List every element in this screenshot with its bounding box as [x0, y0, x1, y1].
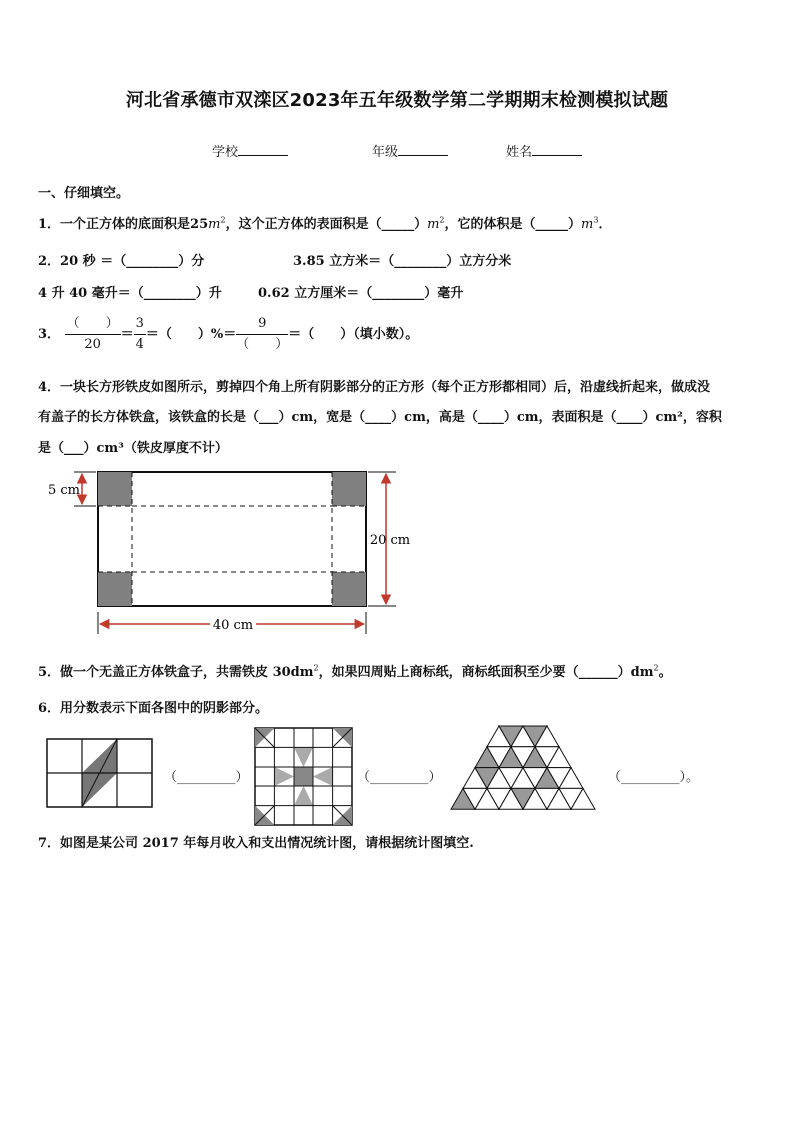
corner-square-bl: [98, 572, 132, 606]
q3-frac1-den: 20: [84, 337, 101, 352]
q3-eq1: ＝: [120, 327, 134, 342]
section-heading: 一、仔细填空。: [38, 186, 130, 201]
q6-blank-2[interactable]: （_________）: [357, 770, 442, 785]
q3-fraction-2: [134, 314, 146, 355]
width-label: 20 cm: [369, 533, 411, 548]
school-field: [212, 141, 288, 160]
q6-text: 6．用分数表示下面各图中的阴影部分。: [38, 701, 269, 716]
question-7: 7．如图是某公司 2017 年每月收入和支出情况统计图，请根据统计图填空.: [38, 836, 474, 851]
q2-line1-b: 3.85 立方米＝（________）立方分米: [293, 254, 512, 269]
corner-square-br: [332, 572, 366, 606]
question-5: [38, 661, 672, 680]
q3-tail1: ＝（ ）%＝: [145, 327, 237, 342]
height-label: 5 cm: [47, 483, 81, 498]
fraction-figure-2: [254, 727, 354, 827]
q3-frac2-num: 3: [134, 314, 146, 335]
name-label: 姓名: [506, 145, 533, 160]
fraction-figure-1: [46, 738, 156, 810]
name-field: [506, 141, 582, 160]
q5-text-a: 5．做一个无盖正方体铁盒子，共需铁皮 30dm: [38, 665, 314, 680]
corner-square-tl: [98, 472, 132, 506]
q2-line1-a: 2．20 秒 ＝（________）分: [38, 254, 205, 269]
q1-text-c: ，它的体积是（_____）: [444, 217, 582, 232]
q1-exp2: 2: [439, 215, 445, 225]
q6-blank-1[interactable]: （_________）: [164, 770, 249, 785]
q1-text-d: ．: [598, 217, 612, 232]
school-label: 学校: [212, 145, 239, 160]
q3-fraction-3: [236, 314, 288, 355]
q3-tail2: ＝（ ）（填小数）。: [288, 327, 419, 342]
q5-exp2: 2: [653, 663, 659, 673]
q5-exp: 2: [313, 663, 319, 673]
question-1: [38, 213, 611, 232]
length-label: 40 cm: [212, 618, 254, 633]
corner-square-tr: [332, 472, 366, 506]
q3-label: 3．: [38, 327, 61, 342]
q6-blank-3[interactable]: （_________）。: [608, 770, 700, 785]
q1-text-a: 1．一个正方体的底面积是25: [38, 217, 209, 232]
sheet-outline: [98, 472, 366, 606]
q1-text-b: ，这个正方体的表面积是（_____）: [225, 217, 428, 232]
page-title: 河北省承德市双滦区2023年五年级数学第二学期期末检测模拟试题: [125, 90, 669, 111]
name-blank[interactable]: [532, 142, 582, 156]
q3-frac3-num: 9: [236, 314, 288, 335]
grade-blank[interactable]: [398, 142, 448, 156]
grade-label: 年级: [372, 145, 399, 160]
q3-fraction-1: [65, 314, 121, 355]
q5-text-c: 。: [658, 665, 672, 680]
grade-field: [372, 141, 448, 160]
school-blank[interactable]: [238, 142, 288, 156]
q4-line3: 是（___）cm³（铁皮厚度不计）: [38, 441, 228, 456]
q1-exp1: 2: [220, 215, 226, 225]
q1-unit1: m: [208, 217, 221, 232]
q3-frac3-den: （ ）: [236, 337, 289, 352]
q3-frac1-num: （ ）: [65, 314, 121, 335]
q1-exp3: 3: [593, 215, 599, 225]
q4-line2: 有盖子的长方体铁盒，该铁盒的长是（___）cm，宽是（____）cm，高是（____）cm，表面积是（____）cm²，容积: [38, 410, 722, 425]
q1-unit3: m: [581, 217, 594, 232]
q4-line1: 4．一块长方形铁皮如图所示，剪掉四个角上所有阴影部分的正方形（每个正方形都相同）后，沿虚线折起来，做成没: [38, 380, 711, 395]
fraction-figure-3: [440, 722, 606, 822]
q1-unit2: m: [427, 217, 440, 232]
q3-frac2-den: 4: [135, 337, 144, 352]
q5-text-b: ，如果四周贴上商标纸，商标纸面积至少要（______）dm: [318, 665, 654, 680]
question-3: [38, 314, 418, 355]
q2-line2-b: 0.62 立方厘米＝（________）毫升: [258, 286, 464, 301]
q2-line2-a: 4 升 40 毫升＝（________）升: [38, 286, 222, 301]
sheet-diagram: [40, 462, 420, 640]
